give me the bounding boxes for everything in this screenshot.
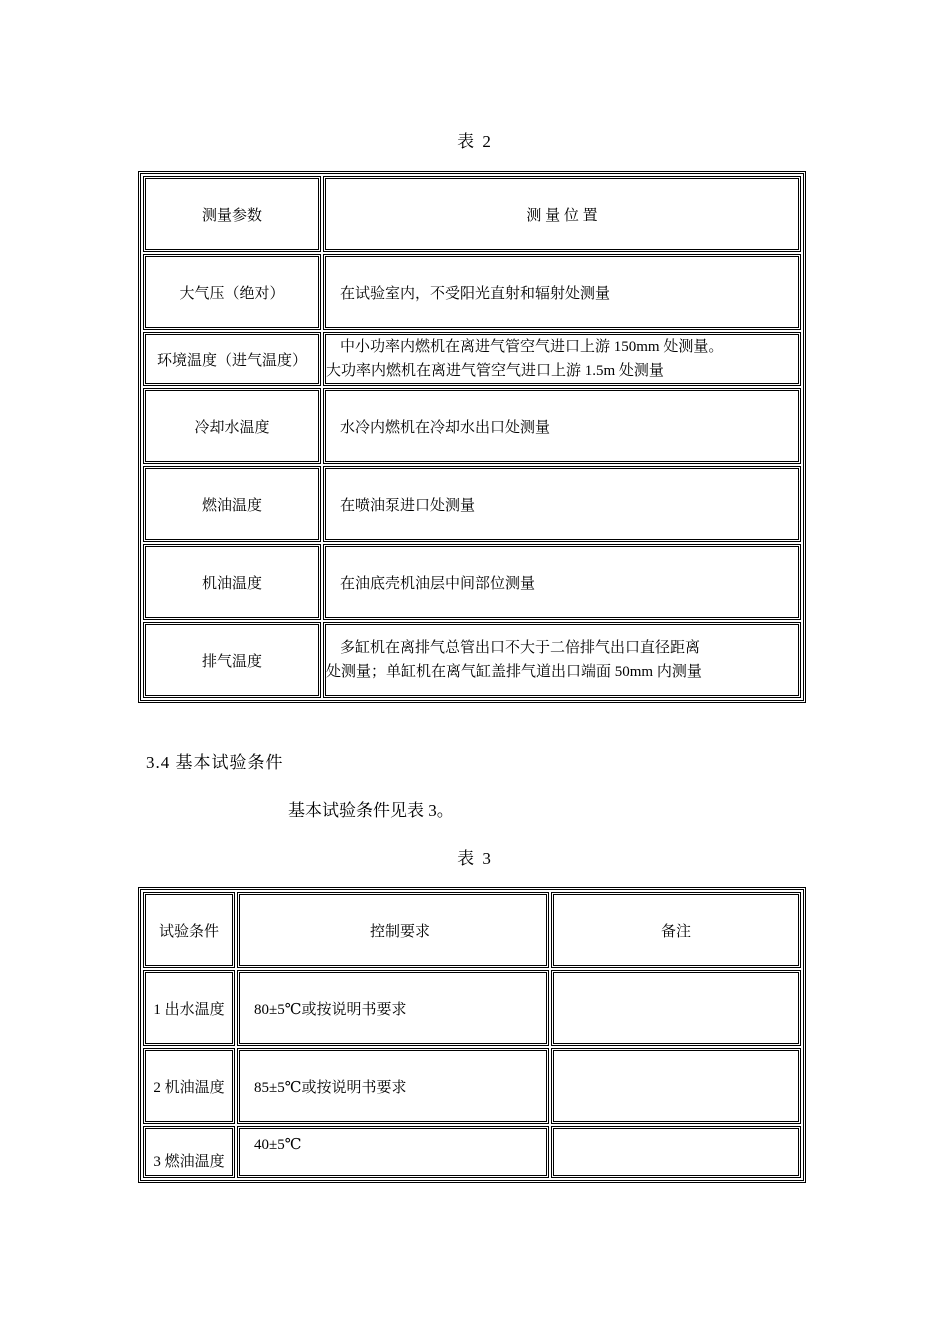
table-row: [143, 466, 801, 542]
location-cell: 在试验室内，不受阳光直射和辐射处测量: [323, 254, 801, 330]
table-row: [143, 254, 801, 330]
requirement-cell: 80±5℃或按说明书要求: [237, 970, 549, 1046]
condition-cell: 3 燃油温度: [143, 1126, 235, 1178]
location-line: 多缸机在离排气总管出口不大于二倍排气出口直径距离: [340, 640, 701, 656]
measurement-location-table: [138, 171, 806, 703]
header-note: 备注: [551, 892, 801, 968]
location-cell: [323, 622, 801, 698]
requirement-cell: 40±5℃: [237, 1126, 549, 1178]
header-requirement: 控制要求: [237, 892, 549, 968]
table3-caption: 表 3: [457, 849, 493, 868]
location-line: 处测量；单缸机在离气缸盖排气道出口端面 50mm 内测量: [326, 664, 702, 680]
test-conditions-table: [138, 887, 806, 1183]
table-row: [143, 1048, 801, 1124]
condition-cell: 2 机油温度: [143, 1048, 235, 1124]
table2-caption: 表 2: [457, 132, 493, 151]
location-cell: [323, 332, 801, 386]
param-cell: 机油温度: [143, 544, 321, 620]
param-cell: 冷却水温度: [143, 388, 321, 464]
location-cell: 在油底壳机油层中间部位测量: [323, 544, 801, 620]
table-row: [143, 1126, 801, 1178]
note-cell: [551, 1126, 801, 1178]
location-line: 大功率内燃机在离进气管空气进口上游 1.5m 处测量: [326, 363, 664, 379]
table-header-row: [143, 176, 801, 252]
condition-cell: 1 出水温度: [143, 970, 235, 1046]
header-condition: 试验条件: [143, 892, 235, 968]
table-row: [143, 622, 801, 698]
requirement-cell: 85±5℃或按说明书要求: [237, 1048, 549, 1124]
location-cell: 水冷内燃机在冷却水出口处测量: [323, 388, 801, 464]
location-line: 中小功率内燃机在离进气管空气进口上游 150mm 处测量。: [340, 339, 724, 355]
table-row: [143, 544, 801, 620]
note-cell: [551, 1048, 801, 1124]
table-row: [143, 970, 801, 1046]
param-cell: 排气温度: [143, 622, 321, 698]
location-cell: 在喷油泵进口处测量: [323, 466, 801, 542]
param-cell: 燃油温度: [143, 466, 321, 542]
table-row: [143, 388, 801, 464]
header-location: 测 量 位 置: [323, 176, 801, 252]
section-paragraph: 基本试验条件见表 3。: [288, 801, 454, 820]
table-row: [143, 332, 801, 386]
table-header-row: [143, 892, 801, 968]
header-param: 测量参数: [143, 176, 321, 252]
param-cell: 环境温度（进气温度）: [143, 332, 321, 386]
note-cell: [551, 970, 801, 1046]
param-cell: 大气压（绝对）: [143, 254, 321, 330]
section-title: 3.4 基本试验条件: [146, 753, 284, 772]
